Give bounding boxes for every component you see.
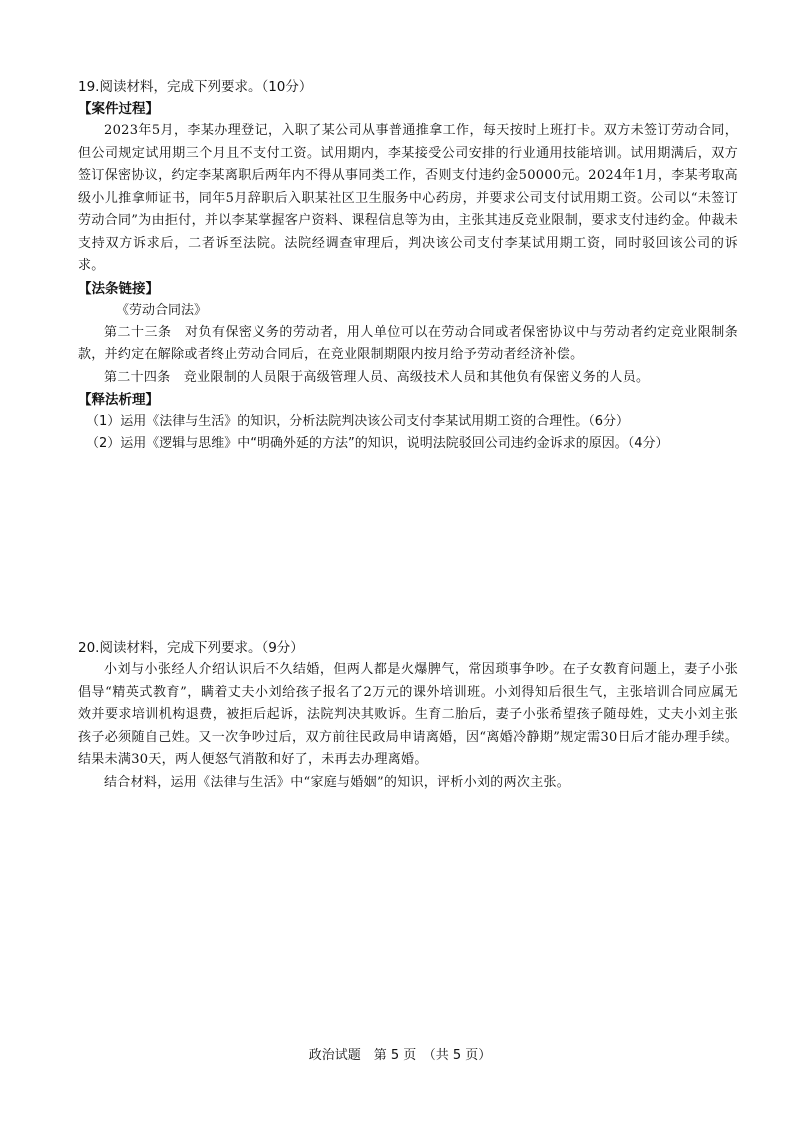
page-footer: 政治试题 第 5 页 （共 5 页） (308, 1048, 492, 1063)
question-19-task-2: （2）运用《逻辑与思维》中“明确外延的方法”的知识，说明法院驳回公司违约金诉求的原因。（4分） (86, 436, 669, 451)
law-link-heading: 【法条链接】 (78, 280, 159, 297)
case-process-heading: 【案件过程】 (78, 101, 159, 117)
question-19-title: 19.阅读材料，完成下列要求。（10分） (78, 79, 313, 95)
case-process-text: 2023年5月，李某办理登记，入职了某公司从事普通推拿工作，每天按时上班打卡。双方未签订劳动合同，但公司规定试用期三个月且不支付工资。试用期内，李某接受公司安排的行业通用技能培训。试用期满后，双方签订保密协议，约定李某离职后两年内不得从事同类工作，否则支付违约金50000元。2024年1月，李某考取高级小儿推拿师证书，同年5月辞职后入职某社区卫生服务中心药房，并要求公司支付试用期工资。公司以“未签订劳动合同”为由拒付，并以李某掌握客户资料、课程信息等为由，主张其违反竞业限制，要求支付违约金。仲裁未支持双方诉求后，二者诉至法院。法院经调查审理后，判决该公司支付李某试用期工资，同时驳回该公司的诉求。 (78, 123, 738, 273)
law-name: 《劳动合同法》 (116, 302, 208, 318)
question-20 (78, 637, 738, 794)
article-23: 第二十三条 对负有保密义务的劳动者，用人单位可以在劳动合同或者保密协议中与劳动者约定竞业限制条款，并约定在解除或者终止劳动合同后，在竞业限制期限内按月给予劳动者经济补偿。 (78, 324, 738, 362)
question-20-title: 20.阅读材料，完成下列要求。（9分） (78, 640, 304, 656)
question-19-task-1: （1）运用《法律与生活》的知识，分析法院判决该公司支付李某试用期工资的合理性。（6分） (86, 414, 630, 429)
question-19 (78, 76, 738, 455)
article-24: 第二十四条 竞业限制的人员限于高级管理人员、高级技术人员和其他负有保密义务的人员。 (104, 369, 650, 385)
question-20-material: 小刘与小张经人介绍认识后不久结婚，但两人都是火爆脾气，常因琐事争吵。在子女教育问题上，妻子小张倡导“精英式教育”，瞒着丈夫小刘给孩子报名了2万元的课外培训班。小刘得知后很生气，主张培训合同应属无效并要求培训机构退费，被拒后起诉，法院判决其败诉。生育二胎后，妻子小张希望孩子随母姓，丈夫小刘主张孩子必须随自己姓。又一次争吵过后，双方前往民政局申请离婚，因“离婚冷静期”规定需30日后才能办理手续。结果未满30天，两人便怒气消散和好了，未再去办理离婚。 (78, 662, 738, 767)
analysis-heading: 【释法析理】 (78, 392, 159, 408)
question-20-task: 结合材料，运用《法律与生活》中“家庭与婚姻”的知识，评析小刘的两次主张。 (104, 774, 571, 790)
